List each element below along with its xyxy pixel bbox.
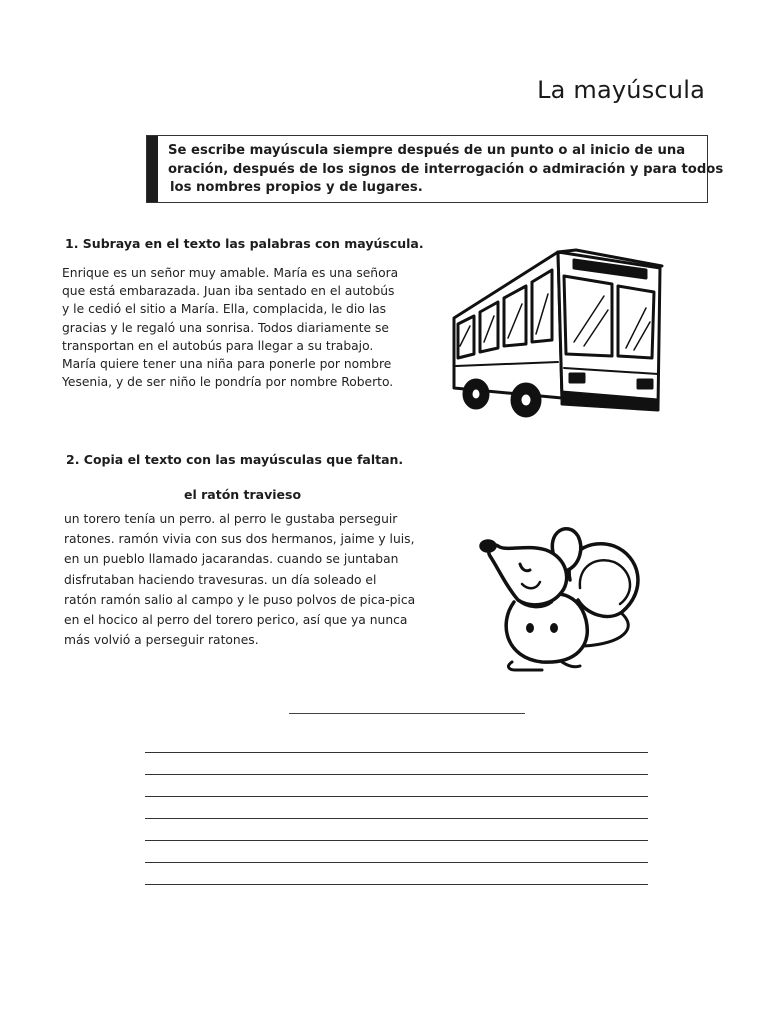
writing-line[interactable] (145, 774, 648, 775)
text-line: ratón ramón salio al campo y le puso polvos de pica-pica (64, 592, 416, 607)
text-line: María quiere tener una niña para ponerle por nombre (62, 357, 392, 372)
rule-line: los nombres propios y de lugares. (170, 180, 423, 195)
mouse-icon (472, 516, 658, 672)
text-line: en el hocico al perro del torero perico, así que ya nunca (64, 613, 408, 628)
rule-box (146, 135, 724, 203)
writing-line[interactable] (145, 862, 648, 863)
text-line: gracias y le regaló una sonrisa. Todos diariamente se (62, 320, 389, 335)
text-line: en un pueblo llamado jacarandas. cuando se juntaban (64, 552, 399, 567)
story-title: el ratón travieso (184, 487, 302, 502)
exercise2-text (64, 509, 415, 650)
exercise1-text (62, 264, 398, 391)
text-line: un torero tenía un perro. al perro le gustaba perseguir (64, 512, 398, 526)
text-line: que está embarazada. Juan iba sentado en el autobús (62, 284, 395, 299)
rule-line: oración, después de los signos de interrogación o admiración y para todos (168, 162, 724, 177)
page-title: La mayúscula (537, 76, 705, 104)
exercise2-instruction: 2. Copia el texto con las mayúsculas que faltan. (66, 452, 404, 467)
text-line: Enrique es un señor muy amable. María es una señora (62, 266, 399, 280)
text-line: más volvió a perseguir ratones. (64, 633, 259, 648)
writing-line[interactable] (145, 840, 648, 841)
text-line: y le cedió el sitio a María. Ella, complacida, le dio las (62, 302, 387, 317)
text-line: transportan en el autobús para llegar a su trabajo. (62, 338, 374, 353)
writing-line[interactable] (145, 796, 648, 797)
story-title-writing-line[interactable] (289, 713, 525, 714)
text-line: ratones. ramón vivia con sus dos hermanos, jaime y luis, (64, 532, 415, 547)
text-line: Yesenia, y de ser niño le pondría por nombre Roberto. (62, 375, 394, 390)
writing-line[interactable] (145, 884, 648, 885)
rule-box-accent-bar (147, 136, 158, 202)
text-line: disfrutaban haciendo travesuras. un día soleado el (64, 572, 377, 587)
writing-line[interactable] (145, 752, 648, 753)
rule-line: Se escribe mayúscula siempre después de un punto o al inicio de una (168, 143, 686, 158)
exercise1-instruction: 1. Subraya en el texto las palabras con mayúscula. (65, 236, 424, 251)
writing-line[interactable] (145, 818, 648, 819)
bus-icon (446, 246, 670, 422)
